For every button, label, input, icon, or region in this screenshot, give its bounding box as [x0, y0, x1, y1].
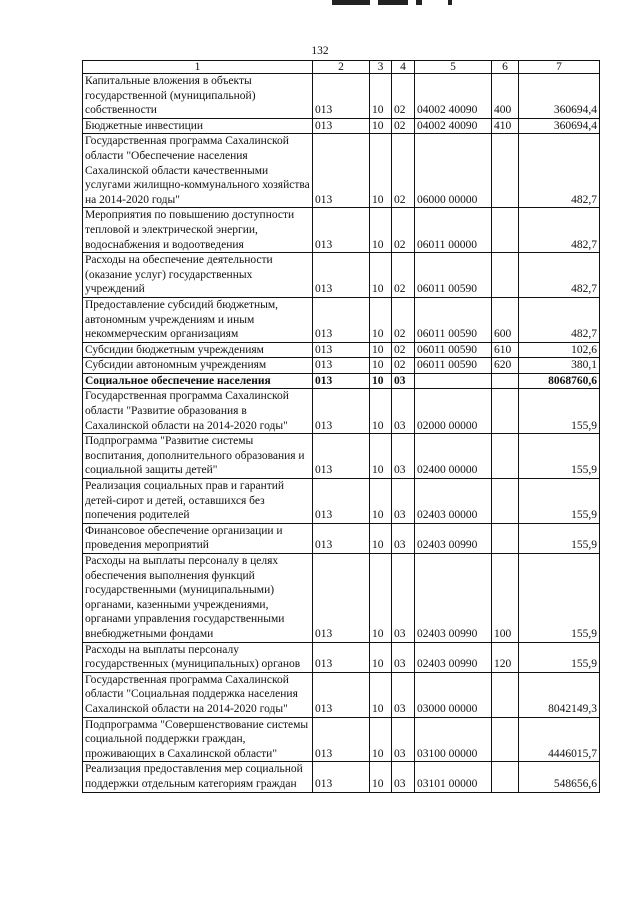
table-row	[83, 118, 600, 134]
row-target-article	[415, 373, 492, 389]
row-ved-code: 013	[313, 208, 370, 253]
row-expense-type	[492, 208, 519, 253]
row-amount: 380,1	[519, 358, 600, 374]
row-name: Подпрограмма "Развитие системы воспитания, дополнительного образования и социальной защиты детей"	[83, 434, 313, 479]
row-amount: 360694,4	[519, 74, 600, 119]
row-amount: 155,9	[519, 389, 600, 434]
row-subsection-code: 03	[392, 523, 415, 553]
row-amount: 548656,6	[519, 762, 600, 792]
row-section-code: 10	[370, 434, 392, 479]
table-row	[83, 434, 600, 479]
row-name: Предоставление субсидий бюджетным, автономным учреждениям и иным некоммерческим организациям	[83, 297, 313, 342]
row-amount: 4446015,7	[519, 717, 600, 762]
row-name: Государственная программа Сахалинской области "Социальная поддержка населения Сахалинской области на 2014-2020 годы"	[83, 672, 313, 717]
row-amount: 8042149,3	[519, 672, 600, 717]
row-subsection-code: 02	[392, 253, 415, 298]
row-ved-code: 013	[313, 297, 370, 342]
row-expense-type: 120	[492, 642, 519, 672]
table-row	[83, 523, 600, 553]
row-section-code: 10	[370, 342, 392, 358]
row-expense-type	[492, 253, 519, 298]
row-ved-code: 013	[313, 253, 370, 298]
row-ved-code: 013	[313, 554, 370, 643]
row-section-code: 10	[370, 672, 392, 717]
table-row	[83, 342, 600, 358]
row-target-article: 02000 00000	[415, 389, 492, 434]
row-expense-type: 610	[492, 342, 519, 358]
row-name: Реализация предоставления мер социальной поддержки отдельным категориям граждан	[83, 762, 313, 792]
row-target-article: 02403 00990	[415, 642, 492, 672]
row-ved-code: 013	[313, 479, 370, 524]
row-ved-code: 013	[313, 134, 370, 208]
table-row	[83, 373, 600, 389]
row-expense-type	[492, 134, 519, 208]
row-amount: 360694,4	[519, 118, 600, 134]
table-row	[83, 642, 600, 672]
table-row	[83, 74, 600, 119]
row-expense-type	[492, 523, 519, 553]
header-cell: 2	[313, 61, 370, 74]
row-subsection-code: 03	[392, 672, 415, 717]
row-name: Бюджетные инвестиции	[83, 118, 313, 134]
row-ved-code: 013	[313, 672, 370, 717]
page-number: 132	[311, 45, 329, 57]
row-target-article: 06011 00590	[415, 342, 492, 358]
row-subsection-code: 03	[392, 642, 415, 672]
row-target-article: 06011 00590	[415, 358, 492, 374]
row-target-article: 03000 00000	[415, 672, 492, 717]
row-name: Финансовое обеспечение организации и проведения мероприятий	[83, 523, 313, 553]
table-row	[83, 554, 600, 643]
row-name: Государственная программа Сахалинской области "Развитие образования в Сахалинской области на 2014-2020 годы"	[83, 389, 313, 434]
row-amount: 155,9	[519, 434, 600, 479]
budget-table	[82, 60, 600, 793]
row-subsection-code: 03	[392, 373, 415, 389]
row-amount: 482,7	[519, 208, 600, 253]
row-expense-type: 620	[492, 358, 519, 374]
row-target-article: 06011 00590	[415, 253, 492, 298]
row-ved-code: 013	[313, 523, 370, 553]
row-expense-type	[492, 389, 519, 434]
row-target-article: 02403 00990	[415, 523, 492, 553]
row-name: Подпрограмма "Совершенствование системы социальной поддержки граждан, проживающих в Сахалинской области"	[83, 717, 313, 762]
row-section-code: 10	[370, 373, 392, 389]
row-target-article: 06011 00000	[415, 208, 492, 253]
row-section-code: 10	[370, 479, 392, 524]
row-target-article: 03100 00000	[415, 717, 492, 762]
row-section-code: 10	[370, 554, 392, 643]
row-section-code: 10	[370, 358, 392, 374]
row-amount: 155,9	[519, 642, 600, 672]
row-ved-code: 013	[313, 717, 370, 762]
row-section-code: 10	[370, 762, 392, 792]
row-section-code: 10	[370, 118, 392, 134]
row-expense-type	[492, 479, 519, 524]
table-row	[83, 389, 600, 434]
row-subsection-code: 03	[392, 479, 415, 524]
row-name: Мероприятия по повышению доступности тепловой и электрической энергии, водоснабжения и водоотведения	[83, 208, 313, 253]
row-section-code: 10	[370, 134, 392, 208]
row-ved-code: 013	[313, 373, 370, 389]
row-subsection-code: 03	[392, 434, 415, 479]
row-name: Расходы на выплаты персоналу государственных (муниципальных) органов	[83, 642, 313, 672]
row-section-code: 10	[370, 253, 392, 298]
row-subsection-code: 02	[392, 208, 415, 253]
row-subsection-code: 03	[392, 389, 415, 434]
table-row	[83, 253, 600, 298]
header-cell: 4	[392, 61, 415, 74]
row-name: Субсидии бюджетным учреждениям	[83, 342, 313, 358]
row-name: Социальное обеспечение населения	[83, 373, 313, 389]
row-name: Капитальные вложения в объекты государственной (муниципальной) собственности	[83, 74, 313, 119]
table-row	[83, 208, 600, 253]
table-row	[83, 672, 600, 717]
row-section-code: 10	[370, 74, 392, 119]
row-amount: 482,7	[519, 134, 600, 208]
row-ved-code: 013	[313, 118, 370, 134]
row-amount: 155,9	[519, 554, 600, 643]
row-name: Расходы на обеспечение деятельности (оказание услуг) государственных учреждений	[83, 253, 313, 298]
table-row	[83, 358, 600, 374]
row-expense-type	[492, 434, 519, 479]
row-subsection-code: 02	[392, 134, 415, 208]
row-ved-code: 013	[313, 358, 370, 374]
row-amount: 482,7	[519, 253, 600, 298]
row-name: Расходы на выплаты персоналу в целях обеспечения выполнения функций государственными (муниципальными) органами, казенными учреждениями, органами управления государственными внебюджетными фондами	[83, 554, 313, 643]
row-ved-code: 013	[313, 642, 370, 672]
row-section-code: 10	[370, 717, 392, 762]
row-name: Государственная программа Сахалинской области "Обеспечение населения Сахалинской области качественными услугами жилищно-коммунального хозяйства на 2014-2020 годы"	[83, 134, 313, 208]
row-expense-type: 410	[492, 118, 519, 134]
row-target-article: 04002 40090	[415, 74, 492, 119]
row-section-code: 10	[370, 297, 392, 342]
row-expense-type	[492, 717, 519, 762]
row-section-code: 10	[370, 642, 392, 672]
row-ved-code: 013	[313, 762, 370, 792]
row-expense-type	[492, 672, 519, 717]
header-row	[83, 61, 600, 74]
header-cell: 1	[83, 61, 313, 74]
row-expense-type	[492, 762, 519, 792]
row-subsection-code: 03	[392, 554, 415, 643]
table-row	[83, 134, 600, 208]
row-subsection-code: 03	[392, 717, 415, 762]
row-expense-type: 100	[492, 554, 519, 643]
row-subsection-code: 02	[392, 74, 415, 119]
row-target-article: 04002 40090	[415, 118, 492, 134]
header-cell: 3	[370, 61, 392, 74]
table-row	[83, 717, 600, 762]
row-target-article: 06011 00590	[415, 297, 492, 342]
row-section-code: 10	[370, 523, 392, 553]
row-section-code: 10	[370, 389, 392, 434]
row-subsection-code: 02	[392, 118, 415, 134]
row-subsection-code: 02	[392, 297, 415, 342]
row-expense-type	[492, 373, 519, 389]
row-ved-code: 013	[313, 74, 370, 119]
row-target-article: 02400 00000	[415, 434, 492, 479]
row-target-article: 03101 00000	[415, 762, 492, 792]
row-subsection-code: 02	[392, 358, 415, 374]
row-amount: 482,7	[519, 297, 600, 342]
row-target-article: 06000 00000	[415, 134, 492, 208]
header-cell: 5	[415, 61, 492, 74]
row-target-article: 02403 00990	[415, 554, 492, 643]
row-ved-code: 013	[313, 342, 370, 358]
row-amount: 155,9	[519, 479, 600, 524]
row-expense-type: 400	[492, 74, 519, 119]
row-subsection-code: 03	[392, 762, 415, 792]
table-row	[83, 762, 600, 792]
header-cell: 7	[519, 61, 600, 74]
table-row	[83, 479, 600, 524]
row-amount: 155,9	[519, 523, 600, 553]
row-ved-code: 013	[313, 434, 370, 479]
row-section-code: 10	[370, 208, 392, 253]
row-target-article: 02403 00000	[415, 479, 492, 524]
row-amount: 8068760,6	[519, 373, 600, 389]
row-name: Субсидии автономным учреждениям	[83, 358, 313, 374]
row-expense-type: 600	[492, 297, 519, 342]
row-ved-code: 013	[313, 389, 370, 434]
row-name: Реализация социальных прав и гарантий детей-сирот и детей, оставшихся без попечения родителей	[83, 479, 313, 524]
top-edge-mark	[330, 0, 450, 5]
table-row	[83, 297, 600, 342]
row-amount: 102,6	[519, 342, 600, 358]
header-cell: 6	[492, 61, 519, 74]
row-subsection-code: 02	[392, 342, 415, 358]
